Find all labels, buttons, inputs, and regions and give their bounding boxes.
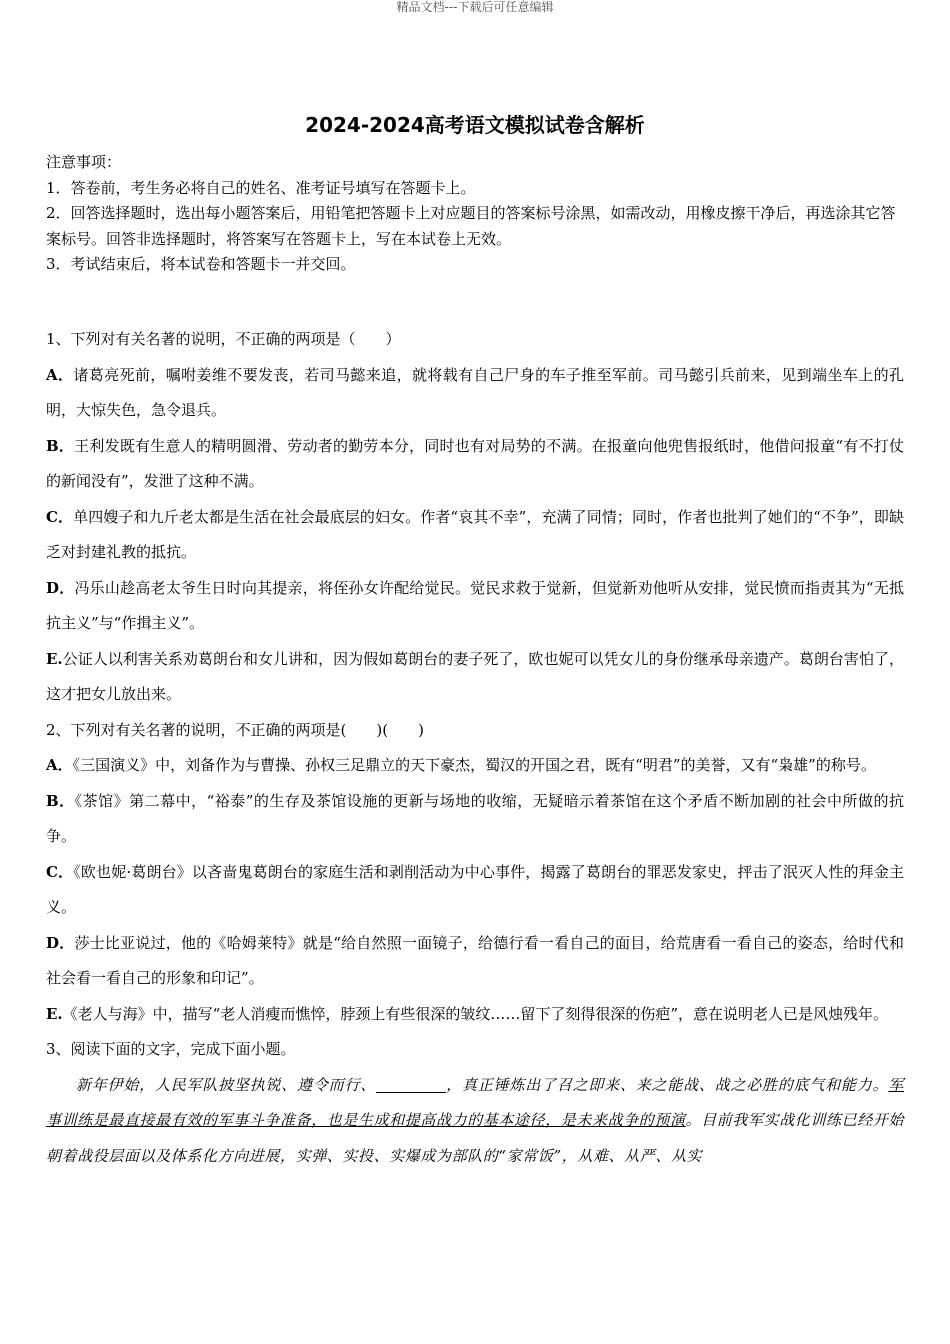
question-1-option <box>46 358 904 429</box>
option-text: 公证人以利害关系劝葛朗台和女儿讲和，因为假如葛朗台的妻子死了，欧也妮可以凭女儿的身份继承母亲遗产。葛朗台害怕了，这才把女儿放出来。 <box>46 649 904 703</box>
question-2-option <box>46 926 904 997</box>
note-item: 2．回答选择题时，选出每小题答案后，用铅笔把答题卡上对应题目的答案标号涂黑，如需改动，用橡皮擦干净后，再选涂其它答案标号。回答非选择题时，将答案写在答题卡上，写在本试卷上无效。 <box>46 204 896 248</box>
option-label: E. <box>46 1004 63 1023</box>
passage-text: ，真正锤炼出了召之即来、来之能战、战之必胜的底气和能力。 <box>446 1075 889 1094</box>
note-item: 1．答卷前，考生务必将自己的姓名、准考证号填写在答题卡上。 <box>46 178 476 197</box>
option-text: 《三国演义》中，刘备作为与曹操、孙权三足鼎立的天下豪杰，蜀汉的开国之君，既有“明君”的美誉，又有“枭雄”的称号。 <box>72 756 876 774</box>
option-label: B． <box>46 436 75 455</box>
questions-section <box>46 322 904 1174</box>
option-label: A． <box>46 756 73 774</box>
note-item: 3．考试结束后，将本试卷和答题卡一并交回。 <box>46 255 356 273</box>
notes-section <box>46 150 904 278</box>
option-label: B． <box>46 791 75 810</box>
option-label: D． <box>46 933 75 952</box>
option-text: 《欧也妮·葛朗台》以吝啬鬼葛朗台的家庭生活和剥削活动为中心事件，揭露了葛朗台的罪恶发家史，抨击了泯灭人性的拜金主义。 <box>46 862 904 916</box>
option-label: D． <box>46 578 75 597</box>
question-1-option <box>46 500 904 571</box>
option-text: 诸葛亮死前，嘱咐姜维不要发丧，若司马懿来追，就将载有自己尸身的车子推至军前。司马懿引兵前来，见到端坐车上的孔明，大惊失色，急令退兵。 <box>46 365 904 419</box>
underlined-sentence: 军事训练是最直接最有效的军事斗争准备，也是生成和提高战力的基本途径，是未来战争的预演 <box>46 1075 905 1129</box>
option-label: C． <box>46 507 74 526</box>
option-text: 冯乐山趁高老太爷生日时向其提亲，将侄孙女许配给觉民。觉民求救于觉新，但觉新劝他听从安排，觉民愤而指责其为“无抵抗主义”与“作揖主义”。 <box>46 578 904 632</box>
document-title: 2024-2024高考语文模拟试卷含解析 <box>305 113 645 137</box>
option-text: 莎士比亚说过，他的《哈姆莱特》就是“给自然照一面镜子，给德行看一看自己的面目，给荒唐看一看自己的姿态，给时代和社会看一看自己的形象和印记”。 <box>46 933 904 987</box>
passage-text: 新年伊始，人民军队披坚执锐、遵令而行、 <box>76 1075 377 1094</box>
notes-heading: 注意事项： <box>46 153 122 171</box>
option-label: E. <box>46 649 63 668</box>
option-text: 王利发既有生意人的精明圆滑、劳动者的勤劳本分，同时也有对局势的不满。在报童向他兜售报纸时，他借问报童“有不打仗的新闻没有”，发泄了这种不满。 <box>46 436 904 490</box>
page-header: 精品文档---下载后可任意编辑 <box>396 0 554 14</box>
question-2-stem: 2、下列对有关名著的说明，不正确的两项是( )( ) <box>46 720 424 739</box>
question-2-option <box>46 784 904 855</box>
question-1-option <box>46 571 904 642</box>
question-2-option <box>46 855 904 926</box>
reading-passage <box>46 1068 904 1175</box>
option-text: 《老人与海》中，描写“老人消瘦而憔悴，脖颈上有些很深的皱纹……留下了刻得很深的伤疤”，意在说明老人已是风烛残年。 <box>62 1004 888 1023</box>
question-1-stem: 1、下列对有关名著的说明，不正确的两项是（ ） <box>46 330 401 348</box>
question-3-stem: 3、阅读下面的文字，完成下面小题。 <box>46 1040 296 1058</box>
option-text: 单四嫂子和九斤老太都是生活在社会最底层的妇女。作者“哀其不幸”，充满了同情；同时，作者也批判了她们的“不争”，即缺乏对封建礼教的抵抗。 <box>46 507 904 561</box>
option-text: 《茶馆》第二幕中，“裕泰”的生存及茶馆设施的更新与场地的收缩，无疑暗示着茶馆在这个矛盾不断加剧的社会中所做的抗争。 <box>46 791 905 845</box>
option-label: C． <box>46 862 74 881</box>
fill-blank <box>376 1077 446 1093</box>
question-2-option <box>46 748 904 784</box>
option-label: A． <box>46 365 74 384</box>
question-1-option <box>46 429 904 500</box>
passage-text: 。目前我军实战化训练已经开始朝着战役层面以及体系化方向进展，实弹、实投、实爆成为部队的“家常饭”，从难、从严、从实 <box>46 1111 905 1165</box>
question-1-option <box>46 642 904 713</box>
question-2-option <box>46 997 904 1033</box>
